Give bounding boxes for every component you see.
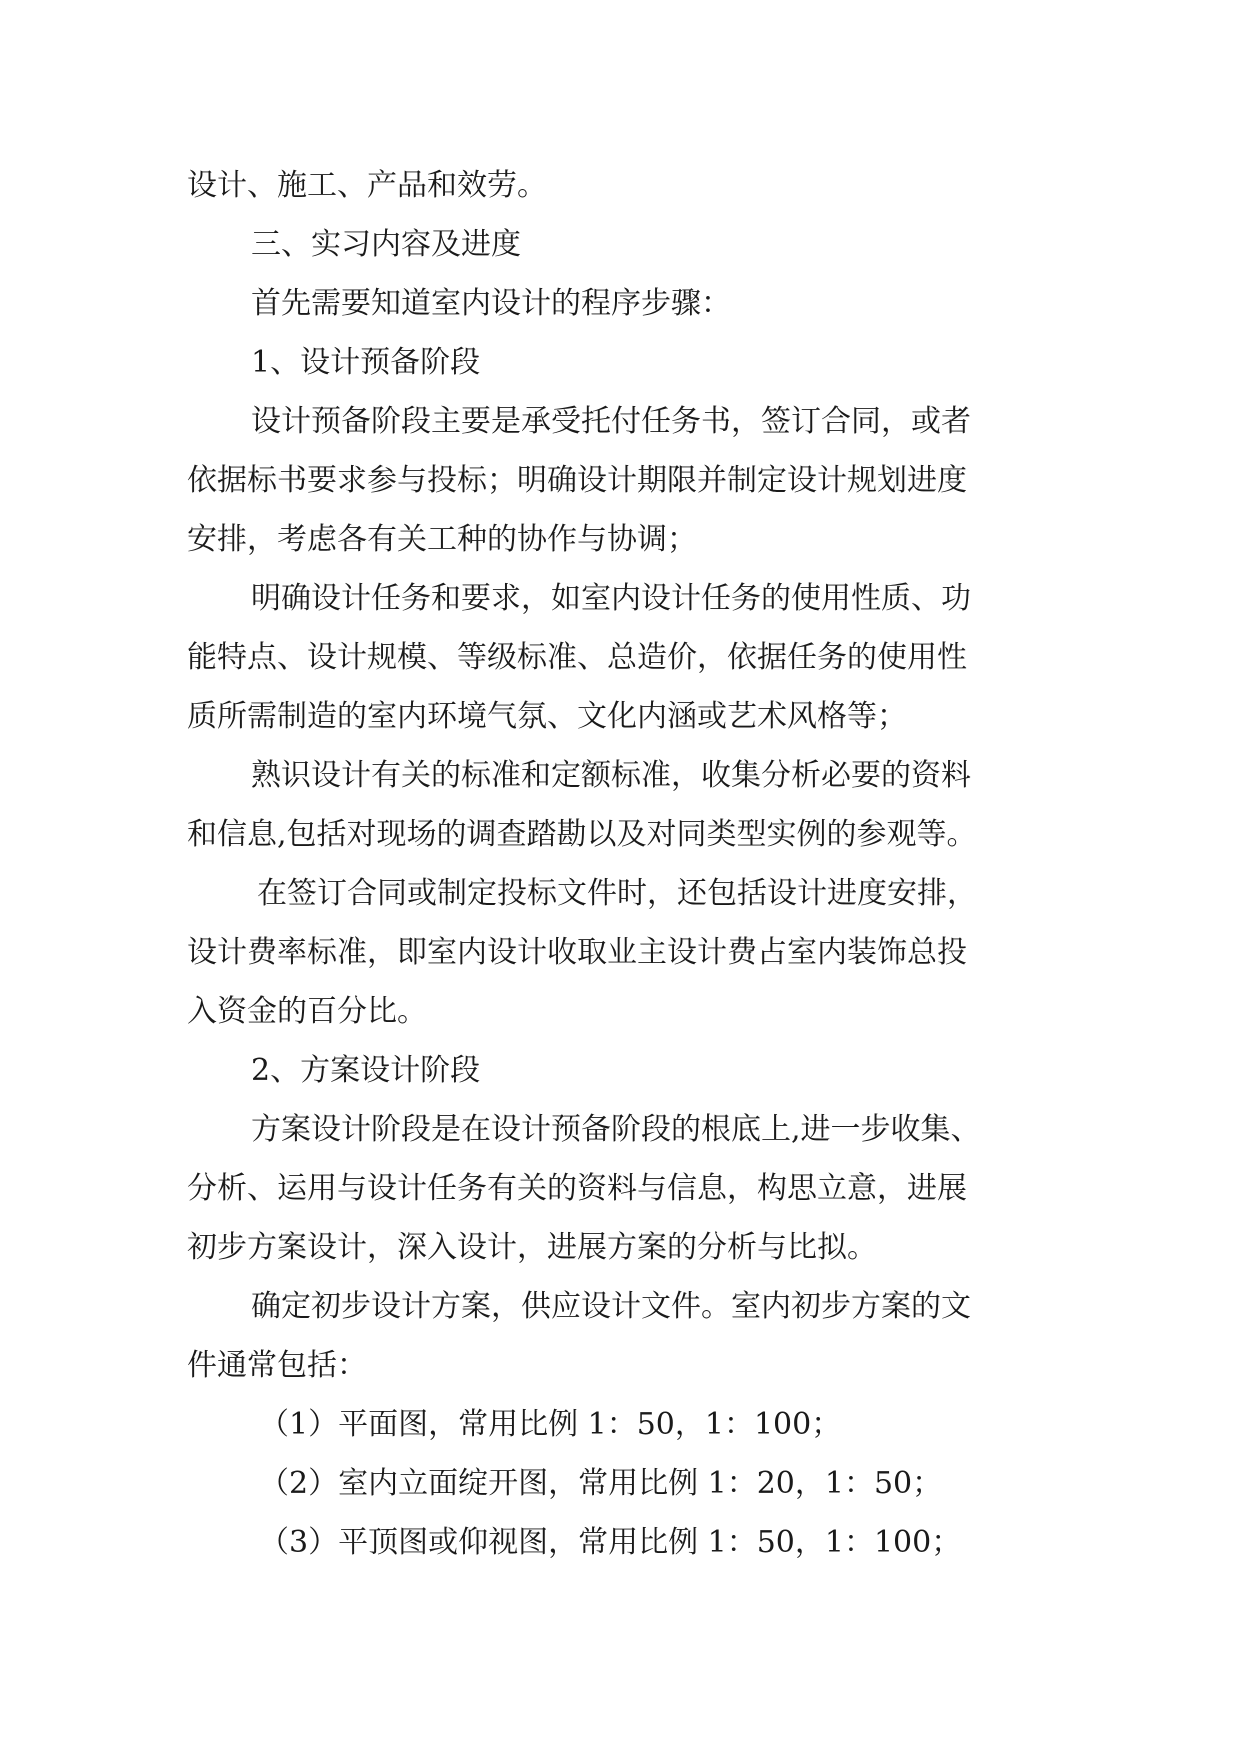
section-heading: 三、实习内容及进度 (251, 227, 521, 262)
subsection-heading: 2、方案设计阶段 (251, 1053, 481, 1088)
paragraph-line: 和信息,包括对现场的调查踏勘以及对同类型实例的参观等。 (187, 817, 977, 852)
paragraph-line: 入资金的百分比。 (187, 994, 427, 1029)
list-item: （2）室内立面绽开图，常用比例 1：20，1：50； (259, 1466, 943, 1501)
paragraph-line: 安排，考虑各有关工种的协作与协调； (187, 522, 697, 557)
paragraph-line: 质所需制造的室内环境气氛、文化内涵或艺术风格等； (187, 699, 907, 734)
paragraph-line: 在签订合同或制定投标文件时，还包括设计进度安排， (257, 876, 977, 911)
paragraph-line: 熟识设计有关的标准和定额标准，收集分析必要的资料 (251, 758, 971, 793)
paragraph-line: 确定初步设计方案，供应设计文件。室内初步方案的文 (251, 1289, 971, 1324)
paragraph-line: 明确设计任务和要求，如室内设计任务的使用性质、功 (251, 581, 971, 616)
paragraph-line: 设计费率标准，即室内设计收取业主设计费占室内装饰总投 (187, 935, 967, 970)
paragraph-line: 方案设计阶段是在设计预备阶段的根底上,进一步收集、 (251, 1112, 981, 1147)
subsection-heading: 1、设计预备阶段 (251, 345, 481, 380)
paragraph-line: 设计预备阶段主要是承受托付任务书，签订合同，或者 (251, 404, 971, 439)
list-item: （3）平顶图或仰视图，常用比例 1：50，1：100； (259, 1525, 962, 1560)
paragraph-line: 依据标书要求参与投标；明确设计期限并制定设计规划进度 (187, 463, 967, 498)
list-item: （1）平面图，常用比例 1：50，1：100； (259, 1407, 842, 1442)
paragraph-line: 件通常包括： (187, 1348, 367, 1383)
paragraph-line: 分析、运用与设计任务有关的资料与信息，构思立意，进展 (187, 1171, 967, 1206)
paragraph-line: 设计、施工、产品和效劳。 (187, 168, 547, 203)
document-body (187, 156, 1067, 1572)
paragraph-line: 首先需要知道室内设计的程序步骤： (251, 286, 731, 321)
paragraph-line: 初步方案设计，深入设计，进展方案的分析与比拟。 (187, 1230, 877, 1265)
paragraph-line: 能特点、设计规模、等级标准、总造价，依据任务的使用性 (187, 640, 967, 675)
